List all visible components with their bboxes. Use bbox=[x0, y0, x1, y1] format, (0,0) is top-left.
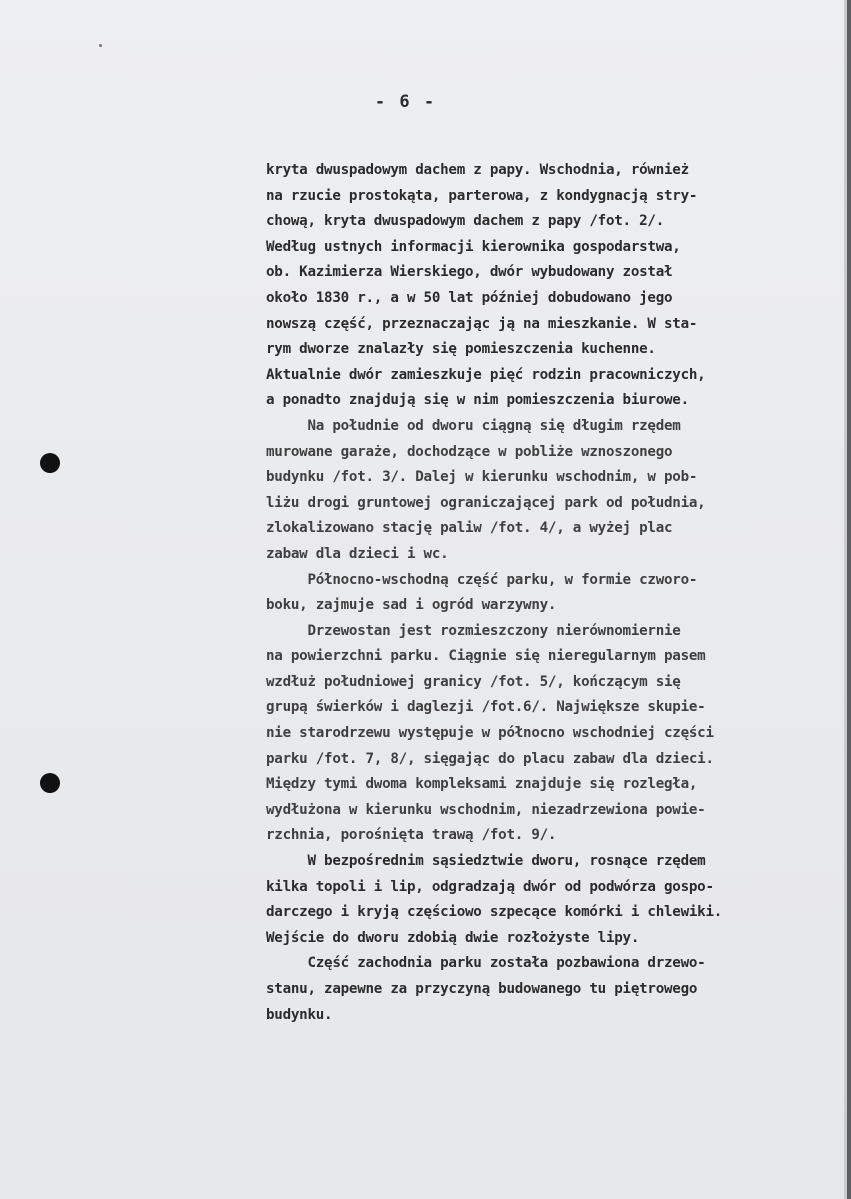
text-line: stanu, zapewne za przyczyną budowanego tu piętrowego bbox=[266, 981, 698, 997]
text-line: chową, kryta dwuspadowym dachem z papy /fot. 2/. bbox=[266, 213, 664, 230]
text-line: zabaw dla dzieci i wc. bbox=[266, 545, 449, 562]
page-number: - 6 - bbox=[374, 92, 437, 112]
text-line: boku, zajmuje sad i ogród warzywny. bbox=[266, 597, 557, 614]
text-line: na rzucie prostokąta, parterowa, z kondygnacją stry- bbox=[266, 187, 698, 204]
text-line: nie starodrzewu występuje w północno wschodniej części bbox=[266, 725, 714, 742]
text-line: na powierzchni parku. Ciągnie się nieregularnym pasem bbox=[266, 648, 706, 665]
text-line: Część zachodnia parku została pozbawiona drzewo- bbox=[266, 955, 706, 972]
text-line: liżu drogi gruntowej ograniczającej park od południa, bbox=[266, 494, 706, 511]
text-line: W bezpośrednim sąsiedztwie dworu, rosnące rzędem bbox=[266, 853, 706, 870]
paper-speck bbox=[99, 44, 102, 47]
text-line: a ponadto znajdują się w nim pomieszczenia biurowe. bbox=[266, 392, 689, 409]
text-line: nowszą część, przeznaczając ją na mieszkanie. W sta- bbox=[266, 315, 698, 332]
text-line: ob. Kazimierza Wierskiego, dwór wybudowany został bbox=[266, 264, 673, 281]
text-line: Według ustnych informacji kierownika gospodarstwa, bbox=[266, 238, 681, 255]
text-line: murowane garaże, dochodzące w pobliże wznoszonego bbox=[266, 443, 673, 460]
punch-hole-icon bbox=[40, 453, 60, 473]
text-line: grupą świerków i daglezji /fot.6/. Największe skupie- bbox=[266, 699, 706, 716]
body-text bbox=[266, 158, 841, 1028]
text-line: darczego i kryją częściowo szpecące komórki i chlewiki. bbox=[266, 904, 723, 921]
text-line: rzchnia, porośnięta trawą /fot. 9/. bbox=[266, 827, 557, 844]
text-line: Północno-wschodną część parku, w formie czworo- bbox=[266, 571, 698, 588]
text-line: budynku. bbox=[266, 1006, 333, 1023]
text-line: rym dworze znalazły się pomieszczenia kuchenne. bbox=[266, 341, 656, 358]
punch-hole-icon bbox=[40, 773, 60, 793]
text-line: Wejście do dworu zdobią dwie rozłożyste lipy. bbox=[266, 929, 640, 946]
text-line: parku /fot. 7, 8/, sięgając do placu zabaw dla dzieci. bbox=[266, 750, 714, 767]
text-line: Drzewostan jest rozmieszczony nierównomiernie bbox=[266, 622, 681, 639]
text-line: kryta dwuspadowym dachem z papy. Wschodnia, również bbox=[266, 162, 689, 178]
page-edge bbox=[847, 0, 851, 1199]
text-line: Na południe od dworu ciągną się długim rzędem bbox=[266, 417, 681, 434]
text-line: zlokalizowano stację paliw /fot. 4/, a wyżej plac bbox=[266, 520, 673, 537]
text-line: Między tymi dwoma kompleksami znajduje się rozległa, bbox=[266, 776, 698, 793]
text-line: Aktualnie dwór zamieszkuje pięć rodzin pracowniczych, bbox=[266, 366, 706, 383]
text-line: wzdłuż południowej granicy /fot. 5/, kończącym się bbox=[266, 673, 681, 690]
text-line: około 1830 r., a w 50 lat później dobudowano jego bbox=[266, 289, 673, 306]
text-line: budynku /fot. 3/. Dalej w kierunku wschodnim, w pob- bbox=[266, 469, 698, 486]
text-line: wydłużona w kierunku wschodnim, niezadrzewiona powie- bbox=[266, 801, 706, 818]
text-line: kilka topoli i lip, odgradzają dwór od podwórza gospo- bbox=[266, 878, 714, 895]
